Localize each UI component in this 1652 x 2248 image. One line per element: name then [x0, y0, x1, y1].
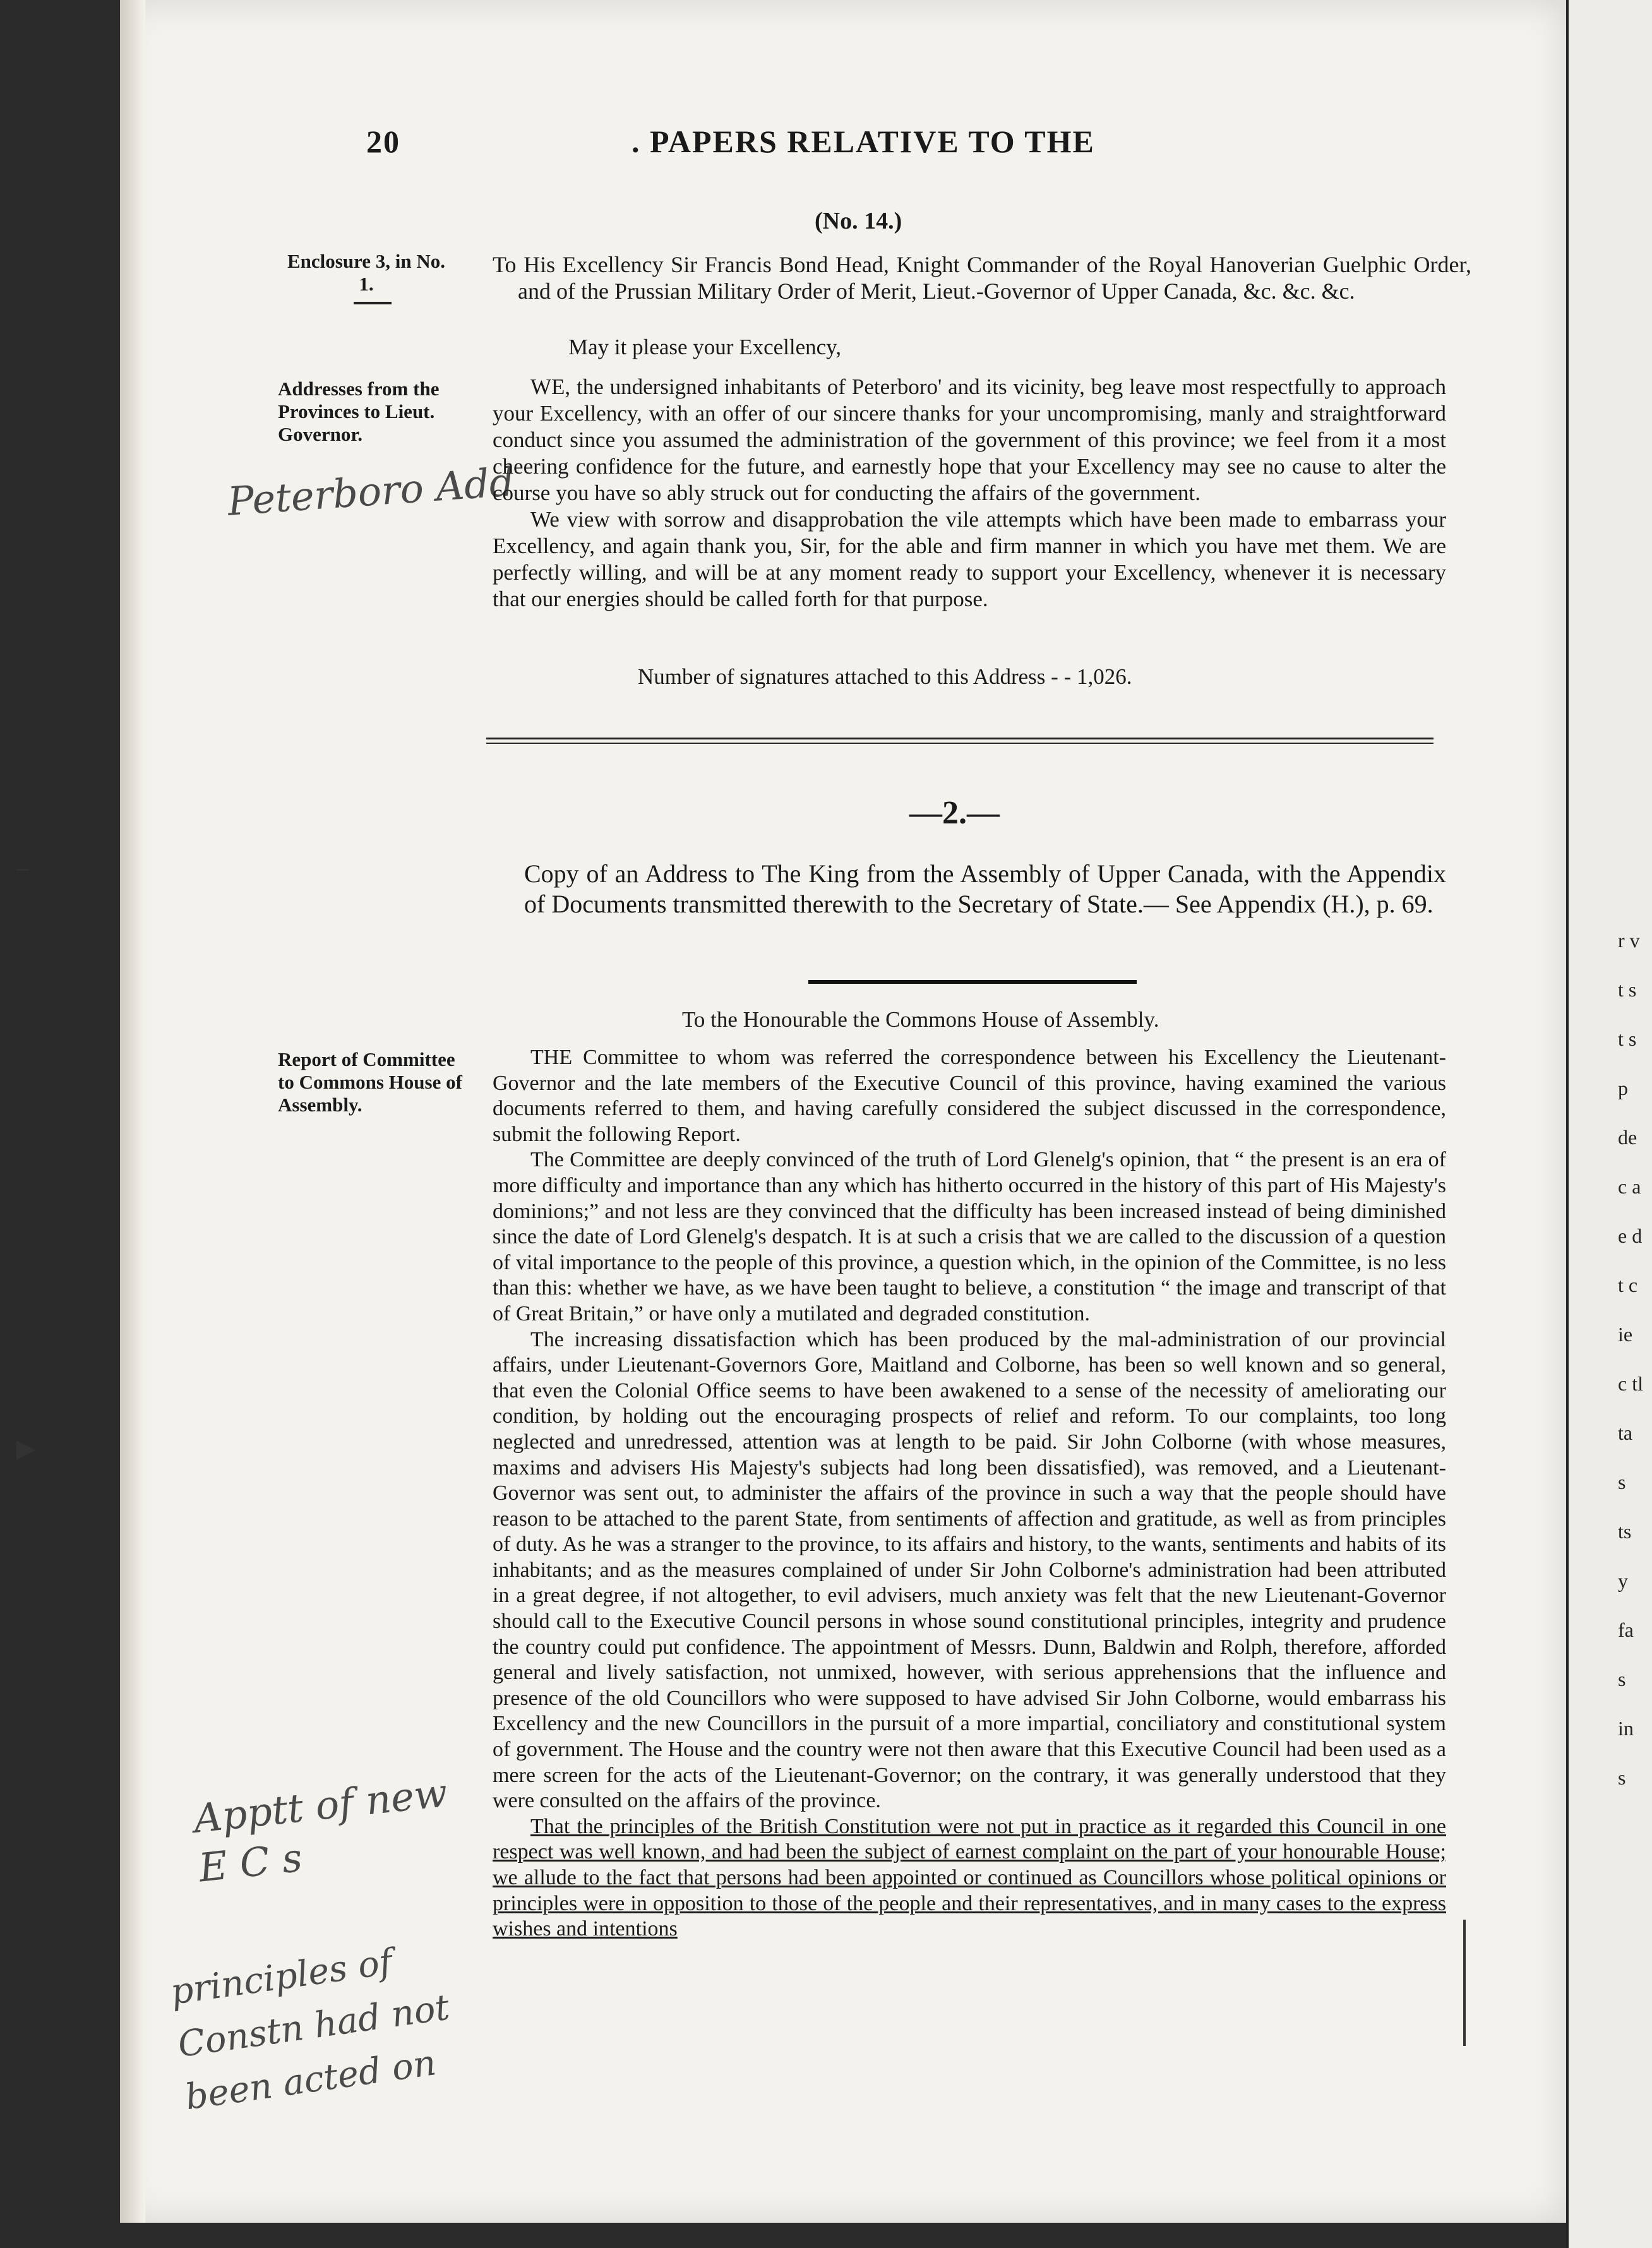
page-edge-mark: –: [16, 853, 29, 882]
margin-note-enclosure: Enclosure 3, in No. 1.: [287, 250, 446, 295]
short-divider: [808, 980, 1137, 984]
page-gutter: [120, 0, 145, 2223]
handwritten-annotation: Apptt of new E C s: [191, 1769, 450, 1891]
section-heading: —2.—: [909, 795, 1000, 831]
salutation: May it please your Excellency,: [568, 335, 842, 359]
report-recipient: To the Honourable the Commons House of Assembly.: [682, 1007, 1159, 1032]
report-paragraph: THE Committee to whom was referred the correspondence between his Excellency the Lieutenant-Governor and the late members of the Executive Council of this province, having examined the various documents referred to them, and having carefully considered the subject discussed in the correspondence, submit the following Report.: [493, 1046, 1446, 1146]
address-paragraph: We view with sorrow and disapprobation the vile attempts which have been made to embarrass your Excellency, and again thank you, Sir, for the able and firm manner in which you have met them. We are perfectly willing, and will be at any moment ready to support your Excellency, whenever it is necessary that our energies should be called forth for that purpose.: [493, 507, 1446, 611]
page-edge-mark: ▶: [16, 1434, 36, 1462]
handwritten-bracket: [1456, 1920, 1466, 2046]
address-recipient: To His Excellency Sir Francis Bond Head, Knight Commander of the Royal Hanoverian Guelphic Order, and of the Prussian Military Order of Merit, Lieut.-Governor of Upper Canada, &c. &c. &c.: [493, 252, 1471, 304]
enclosure-number: (No. 14.): [815, 208, 902, 234]
handwritten-annotation: principles of Constn had not been acted on: [168, 1941, 452, 2119]
adjacent-page-strip: [1566, 0, 1652, 2248]
report-paragraph: The increasing dissatisfaction which has been produced by the mal-administration of our provincial affairs, under Lieutenant-Governors Gore, Maitland and Colborne, has been so well known and so general, that even the Colonial Office seems to have been awakened to a sense of the necessity of ameliorating our condition, by holding out the encouraging prospects of relief and reform. To our complaints, too long neglected and unredressed, attention was at length to be paid. Sir John Colborne (with whose measures, maxims and advisers His Majesty's subjects had long been dissatisfied), was removed, and a Lieutenant-Governor was sent out, to administer the affairs of the province in such a way that the people should have reason to be attached to the parent State, from sentiments of affection and gratitude, as well as from principles of duty. As he was a stranger to the province, to its affairs and history, to the wants, sentiments and habits of its inhabitants; and as the measures complained of under Sir John Colborne's administration had been attributed in a great degree, if not altogether, to evil advisers, much anxiety was felt that the new Lieutenant-Governor should call to the Executive Council persons in whose sound constitutional principles, integrity and prudence the country could put confidence. The appointment of Messrs. Dunn, Baldwin and Rolph, therefore, afforded general and lively satisfaction, not unmixed, however, with serious apprehensions that the influence and presence of the old Councillors who were supposed to have advised Sir John Colborne, would embarrass his Excellency and the new Councillors in the pursuit of a more impartial, conciliatory and constitutional system of government. The House and the country were not then aware that this Executive Council had been used as a mere screen for the acts of the Lieutenant-Governor; on the contrary, it was generally understood that they were consulted on the affairs of the province.: [493, 1327, 1446, 1813]
margin-note-addresses: Addresses from the Provinces to Lieut. Governor.: [278, 378, 440, 445]
report-paragraph-underlined: That the principles of the British Constitution were not put in practice as it regarded this Council in one respect was well known, and had been the subject of earnest complaint on the part of your honourable House; we allude to the fact that persons had been appointed or continued as Councillors whose political opinions or principles were in opposition to those of the people and their representatives, and in many cases to the express wishes and intentions: [493, 1814, 1446, 1941]
report-body: [493, 1045, 1446, 1942]
page-number: 20: [366, 124, 400, 159]
address-body: [493, 374, 1446, 613]
running-title: . PAPERS RELATIVE TO THE: [631, 124, 1095, 159]
report-paragraph: The Committee are deeply convinced of the truth of Lord Glenelg's opinion, that “ the present is an era of more difficulty and importance than any which has hitherto occurred in the history of this part of His Majesty's dominions;” and not less are they convinced that the difficulty has been increased instead of being diminished since the date of Lord Glenelg's despatch. It is at such a crisis that we are called to the discussion of a question of vital importance to the people of this province, a question which, in the opinion of the Committee, is no less than this: whether we have, as we have been taught to believe, a constitution “ the image and transcript of that of Great Britain,” or have only a mutilated and degraded constitution.: [493, 1148, 1446, 1325]
margin-note-report: Report of Committee to Commons House of Assembly.: [278, 1048, 462, 1116]
section-divider: [486, 743, 1434, 744]
address-paragraph: WE, the undersigned inhabitants of Peterboro' and its vicinity, beg leave most respectfully to approach your Excellency, with an offer of our sincere thanks for your uncompromising, manly and straightforward conduct since you assumed the administration of the government of this province; we feel from it a most cheering confidence for the future, and earnestly hope that your Excellency may see no cause to alter the course you have so ably struck out for conducting the affairs of the government.: [493, 374, 1446, 505]
margin-rule: [354, 302, 392, 304]
handwritten-annotation: Peterboro Add: [225, 458, 516, 525]
copy-of-address: Copy of an Address to The King from the Assembly of Upper Canada, with the Appendix of Documents transmitted therewith to the Secretary of State.— See Appendix (H.), p. 69.: [524, 859, 1446, 918]
section-divider: [486, 738, 1434, 739]
signature-count: Number of signatures attached to this Address - - 1,026.: [638, 664, 1132, 689]
adjacent-page-text: r v t s t s p de c a e d t c ie c tl ta s ts y fa s in s: [1618, 929, 1643, 1789]
